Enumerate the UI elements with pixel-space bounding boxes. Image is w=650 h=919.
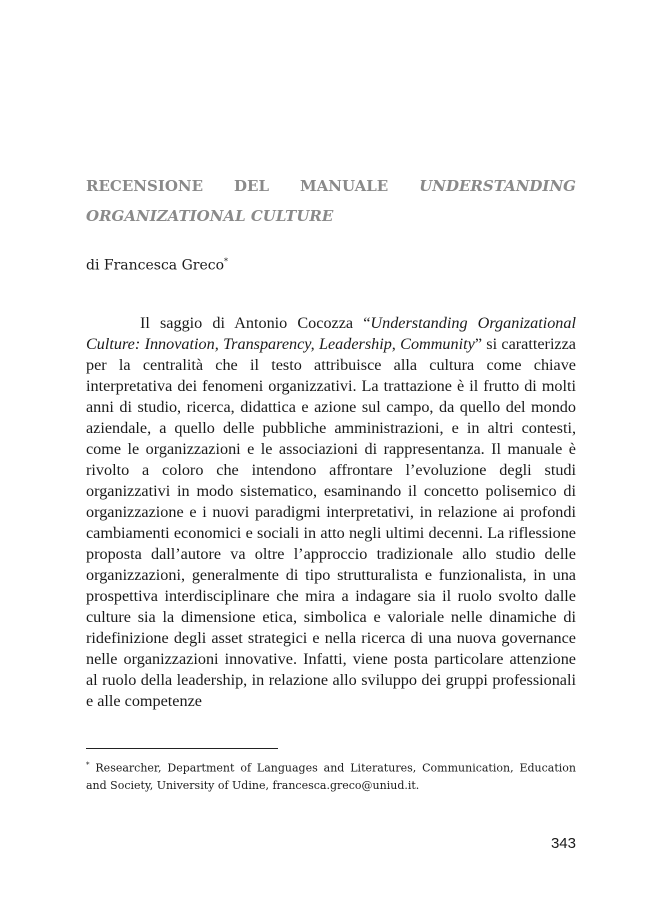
author-name: di Francesca Greco — [86, 257, 225, 274]
article-title — [86, 171, 576, 231]
footnote-separator — [86, 748, 278, 749]
body-intro: Il saggio di Antonio Cocozza “ — [140, 314, 371, 332]
footnote-marker: * — [224, 257, 229, 266]
footnote-text: Researcher, Department of Languages and Literatures, Communication, Education and Society, University of Udine, francesca.greco@uniud.it. — [86, 761, 576, 792]
title-word: DEL — [234, 177, 270, 195]
book-title: Understanding Organizational Culture: Innovation, Transparency, Leadership, Community — [86, 314, 576, 353]
body-text: ” si caratterizza per la centralità che il testo attribuisce alla cultura come chiave interpretativa dei fenomeni organizzativi. La trattazione è il frutto di molti anni di studio, ricerca, didattica e azione sul campo, da quello del mondo aziendale, a quello delle pubbliche amministrazioni, e in altri contesti, come le organizzazioni e le associazioni di rappresentanza. Il manuale è rivolto a coloro che intendono affrontare l’evoluzione degli studi organizzativi in modo sistematico, esaminando il concetto polisemico di organizzazione e i nuovi paradigmi interpretativi, in relazione ai profondi cambiamenti economici e sociali in atto negli ultimi decenni. La riflessione proposta dall’autore va oltre l’approccio tradizionale allo studio delle organizzazioni, generalmente di tipo strutturalista e funzionalista, in una prospettiva interdisciplinare che mira a indagare sia il ruolo svolto dalle culture sia la dimensione etica, simbolica e valoriale nelle dinamiche di ridefinizione degli asset strategici e nella ricerca di una nuova governance nelle organizzazioni innovative. Infatti, viene posta particolare attenzione al ruolo della leadership, in relazione allo sviluppo dei gruppi professionali e alle competenze — [86, 335, 576, 710]
author-byline — [86, 257, 228, 274]
title-word: RECENSIONE — [86, 177, 204, 195]
page-number: 343 — [550, 835, 576, 852]
title-word: MANUALE — [300, 177, 389, 195]
title-line-1 — [86, 171, 576, 201]
title-line-2: ORGANIZATIONAL CULTURE — [86, 207, 334, 225]
body-paragraph — [86, 313, 576, 712]
footnote-marker: * — [86, 761, 90, 769]
title-word-italic: UNDERSTANDING — [419, 177, 576, 195]
footnote — [86, 757, 576, 794]
